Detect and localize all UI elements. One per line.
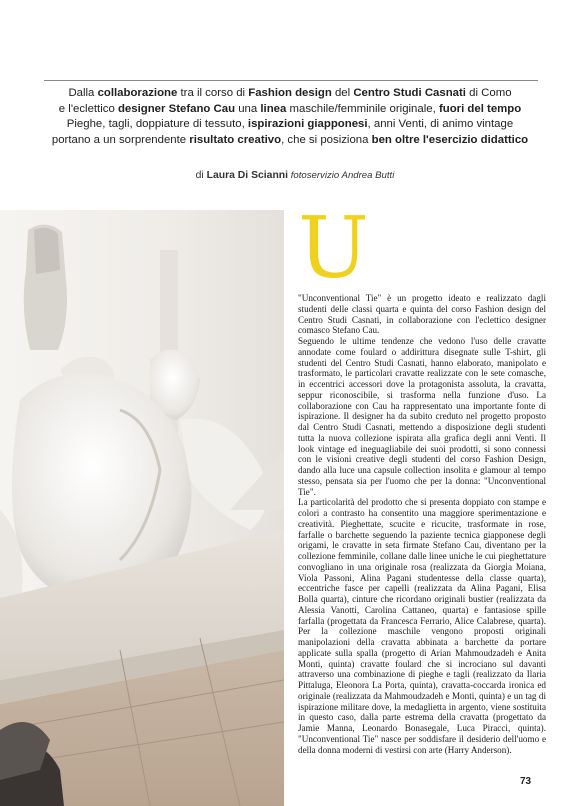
article-photo <box>0 210 284 806</box>
article-body <box>298 293 546 755</box>
paragraph-2: Seguendo le ultime tendenze che vedono l'uso delle cravatte annodate come foulard o addirittura disegnate sulle T-shirt, gli studenti del Centro Studi Casnati, hanno elaborato, manipolato e trasformato, le particolari cravatte realizzate con le sete comasche, in eccentrici accessori dove la protagonista assoluta, la cravatta, seppur riconoscibile, si trasforma nella funzione d'uso. La collaborazione con Cau ha rappresentato una importante fonte di ispirazione. Il designer ha da subito creduto nel progetto proposto dal Centro Studi Casnati, mettendo a disposizione degli studenti tutta la nuova collezione ispirata alla grafica degli anni Venti. Il look vintage ed ineguagliabile dei suoi prodotti, si sono connessi con le visioni creative degli studenti del corso Fashion Design, dando alla luce una capsule collection insolita e glamour al tempo stesso, pensata sia per l'uomo che per la donna: "Unconventional Tie". <box>298 336 546 497</box>
standfirst-line-4: portano a un sorprendente risultato creativo, che si posiziona ben oltre l'esercizio didattico <box>51 133 529 146</box>
photo-credit: fotoservizio Andrea Butti <box>288 170 395 181</box>
page-number: 73 <box>520 776 532 787</box>
standfirst-line-2: e l'eclettico designer Stefano Cau una linea maschile/femminile originale, fuori del tempo <box>58 102 522 115</box>
drop-cap: U <box>298 199 369 297</box>
paragraph-3: La particolarità del prodotto che si presenta doppiato con stampe e colori a contrasto ha consentito una maggiore sperimentazione e creatività. Pieghettate, scucite e ricucite, trasformate in rose, farfalle o barchette seguendo la paziente tecnica giapponese degli origami, le cravatte in seta firmate Stefano Cau, diventano per la collezione femminile, collane dalle linee uniche le cui pieghettature convogliano in una originale rosa (realizzata da Giorgia Moiana, Viola Passoni, Alina Pagani studentesse della classe quarta), eccentriche fasce per capelli (realizzata da Alina Pagani, Elisa Bolla quarta), cinture che ricordano originali bustier (realizzata da Alessia Vanotti, Carolina Cattaneo, quarta) e fantasiose spille farfalla (progettata da Francesca Ferrario, Alice Calabrese, quarta). Per la collezione maschile vengono proposti originali manipolazioni della cravatta abbinata a barchette da portare applicate sulla spalla (progetto di Arian Mahmoudzadeh e Anita Monti, quinta) cravatte foulard che si incrociano sul davanti attraverso una combinazione di pieghe e tagli (realizzato da Ilaria Pittaluga, Eleonora La Porta, quinta), cravatta-coccarda ironica ed originale (realizzata da Mahmoudzadeh e Monti, quinta) e un tag di ispirazione militare dove, la medaglietta in argento, viene sostituita in questo caso, dalla parte estrema della cravatta (progettato da Jamie Manna, Leonardo Bonasegale, Luca Piracci, quinta). "Unconventional Tie" nasce per soddisfare il desiderio dell'uomo e della donna moderni di vestirsi con arte (Harry Anderson). <box>298 497 546 755</box>
top-rule <box>44 80 538 81</box>
byline: di Laura Di Scianni fotoservizio Andrea Butti <box>195 170 395 181</box>
standfirst <box>30 86 550 148</box>
sculpture-photo-illustration <box>0 210 284 806</box>
standfirst-line-1: Dalla collaborazione tra il corso di Fashion design del Centro Studi Casnati di Como <box>68 87 512 99</box>
author-name: Laura Di Scianni <box>206 170 289 181</box>
standfirst-line-3: Pieghe, tagli, doppiature di tessuto, ispirazioni giapponesi, anni Venti, di animo vintage <box>66 118 514 131</box>
paragraph-1: "Unconventional Tie" è un progetto ideato e realizzato dagli studenti delle classi quarta e quinta del corso Fashion design del Centro Studi Casnati, in collaborazione con l'eclettico designer comasco Stefano Cau. <box>298 293 546 336</box>
